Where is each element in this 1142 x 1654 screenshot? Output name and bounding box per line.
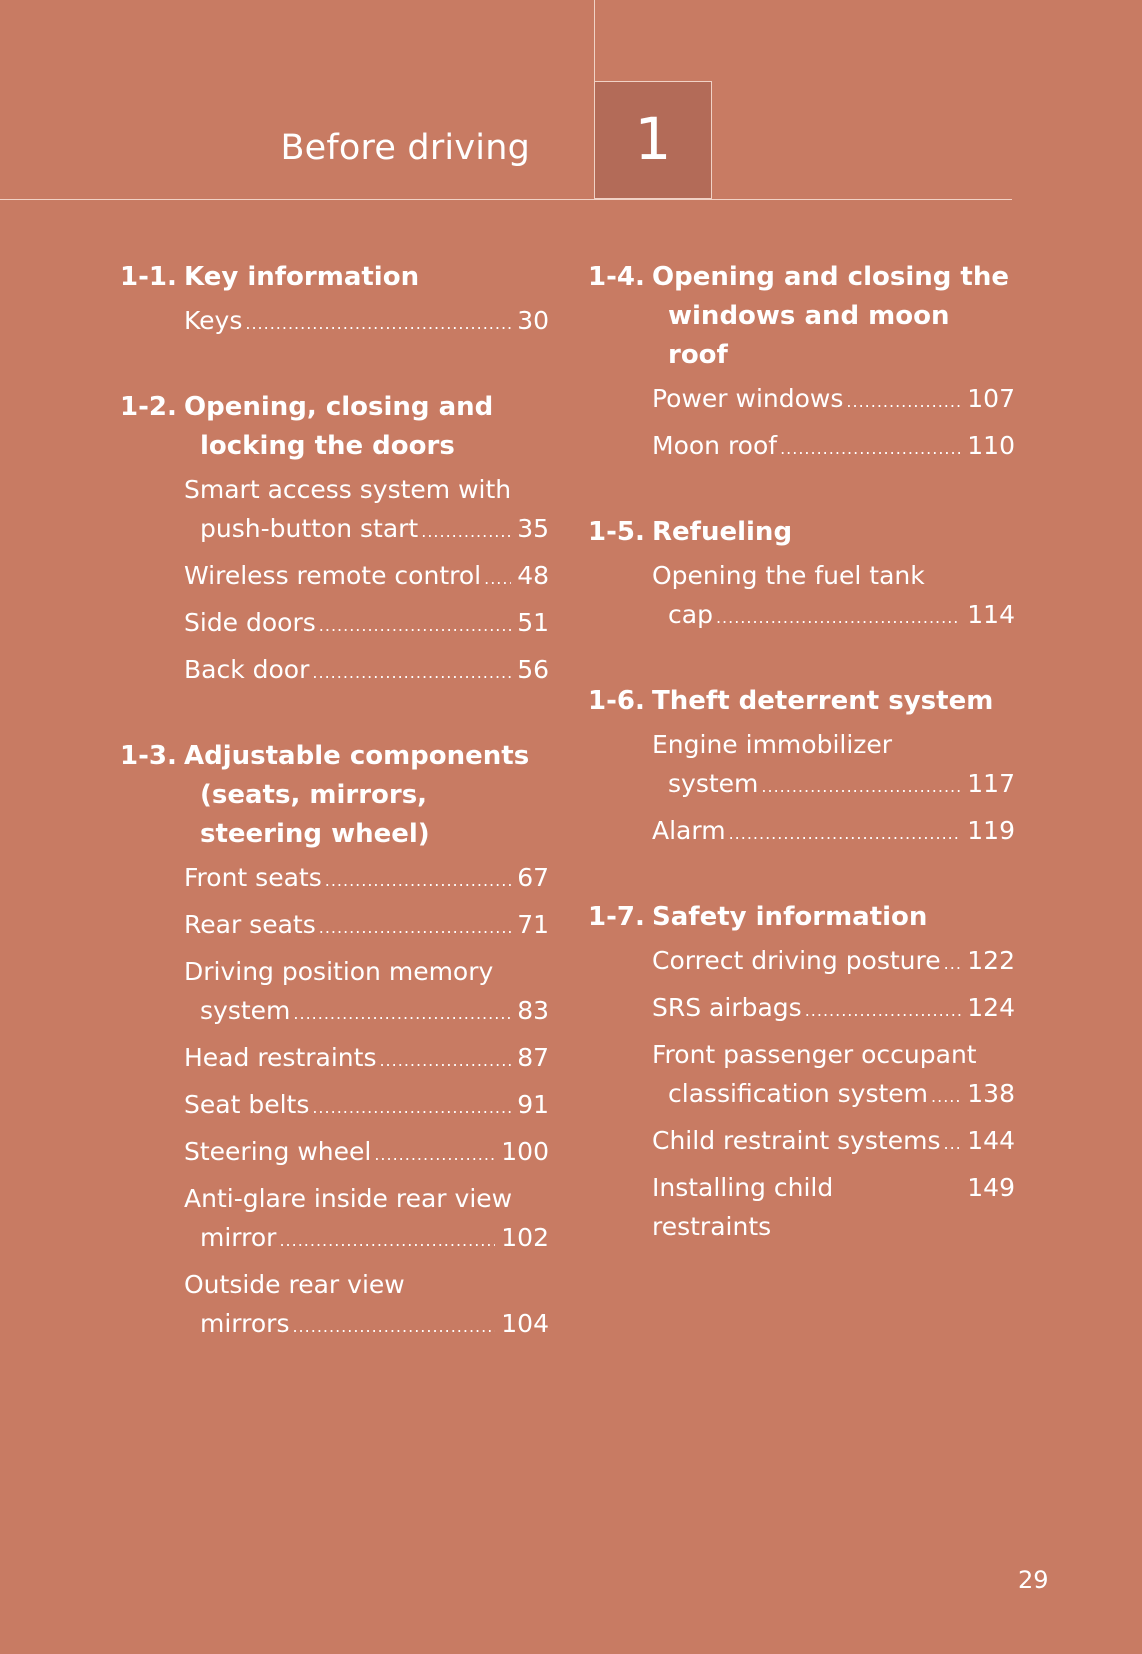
vertical-rule [594,0,595,82]
section-number: 1-7. [588,902,645,932]
chapter-number: 1 [634,105,672,173]
dot-leader [279,1221,495,1260]
dot-leader [805,991,962,1030]
entry-page-number: 83 [517,996,549,1025]
entry-page-number: 110 [967,431,1015,460]
dot-leader [944,944,962,983]
toc-section [120,388,549,692]
entry-page-number: 114 [967,600,1015,629]
section-title: Theft deterrent system [652,686,994,716]
entry-label: Side doors [184,608,316,637]
entry-label: Back door [184,655,310,684]
toc-entry[interactable] [652,1168,1015,1246]
toc-section [588,258,1015,468]
dot-leader [931,1077,961,1116]
dot-leader [780,429,961,468]
dot-leader [716,598,961,637]
toc-entry[interactable] [184,1085,549,1127]
entry-page-number: 51 [517,608,549,637]
dot-leader [729,814,962,853]
section-title: Safety information [652,902,928,932]
entry-label-continued: cap [668,600,713,629]
toc-entry[interactable] [652,941,1015,983]
header-rule [0,199,1012,200]
entry-label: Steering wheel [184,1137,372,1166]
section-number: 1-6. [588,686,645,716]
entry-page-number: 100 [501,1137,549,1166]
dot-leader [846,382,961,421]
toc-section [120,737,549,1346]
toc-entry[interactable] [652,725,1015,806]
entry-label: Wireless remote control [184,561,482,590]
entry-label: Seat belts [184,1090,310,1119]
entry-label: Power windows [652,384,844,413]
entry-label: Front seats [184,863,322,892]
toc-entry[interactable] [184,470,549,551]
entry-label: Child restraint systems [652,1126,941,1155]
entry-page-number: 71 [517,910,549,939]
section-title: Key information [184,262,420,292]
toc-entry[interactable] [184,650,549,692]
entry-label-continued: system [668,769,759,798]
section-heading [588,898,1015,937]
toc-column-left [120,258,549,1391]
entry-page-number: 56 [517,655,549,684]
dot-leader [325,861,511,900]
entry-row [184,991,549,1033]
entry-row [652,1074,1015,1116]
entry-label-continued: system [200,996,291,1025]
entry-page-number: 107 [967,384,1015,413]
entry-label: Engine immobilizer [652,730,893,759]
entry-label: Installing child restraints [652,1173,834,1241]
entry-page-number: 117 [967,769,1015,798]
dot-leader [293,994,511,1033]
entry-row [184,509,549,551]
toc-entry[interactable] [652,811,1015,853]
entry-page-number: 30 [517,306,549,335]
entry-page-number: 124 [967,993,1015,1022]
section-heading [588,258,1015,375]
entry-row [184,1304,549,1346]
toc-entry[interactable] [184,301,549,343]
toc-entry[interactable] [184,1132,549,1174]
toc-section [588,682,1015,853]
section-heading [120,388,549,466]
entry-label: Front passenger occupant [652,1040,977,1069]
chapter-number-tab [594,81,712,199]
entry-row [652,595,1015,637]
entry-page-number: 87 [517,1043,549,1072]
section-number: 1-2. [120,392,177,422]
entry-label: Smart access system with [184,475,512,504]
entry-page-number: 144 [967,1126,1015,1155]
toc-column-right [588,258,1015,1291]
entry-label-continued: classification system [668,1079,929,1108]
page-number: 29 [1018,1566,1049,1594]
toc-entry[interactable] [184,1265,549,1346]
dot-leader [484,559,511,598]
entry-label: Alarm [652,816,726,845]
entry-label: Moon roof [652,431,778,460]
dot-leader [761,767,961,806]
dot-leader [374,1135,495,1174]
toc-entry[interactable] [652,1121,1015,1163]
dot-leader [292,1307,495,1346]
dot-leader [312,653,511,692]
entry-label: Correct driving posture [652,946,941,975]
section-title: Refueling [652,517,793,547]
entry-row [652,764,1015,806]
entry-page-number: 122 [967,946,1015,975]
entry-label: Head restraints [184,1043,377,1072]
toc-entry[interactable] [184,858,549,900]
entry-label-continued: mirrors [200,1309,290,1338]
section-heading [120,258,549,297]
section-number: 1-5. [588,517,645,547]
section-heading [588,513,1015,552]
entry-page-number: 35 [517,514,549,543]
toc-entry[interactable] [184,1038,549,1080]
entry-page-number: 104 [501,1309,549,1338]
section-heading [120,737,549,854]
entry-label: SRS airbags [652,993,802,1022]
entry-label-continued: mirror [200,1223,277,1252]
entry-label: Opening the fuel tank [652,561,925,590]
dot-leader [944,1124,962,1163]
entry-page-number: 119 [967,816,1015,845]
section-title: Opening and closing the windows and moon roof [652,262,1009,370]
entry-page-number: 67 [517,863,549,892]
toc-entry[interactable] [652,556,1015,637]
toc-entry[interactable] [652,426,1015,468]
toc-entry[interactable] [652,379,1015,421]
entry-label: Anti-glare inside rear view [184,1184,513,1213]
section-number: 1-4. [588,262,645,292]
toc-section [120,258,549,343]
toc-entry[interactable] [652,1035,1015,1116]
entry-label-continued: push-button start [200,514,419,543]
entry-page-number: 138 [967,1079,1015,1108]
dot-leader [245,304,511,343]
section-number: 1-1. [120,262,177,292]
dot-leader [312,1088,511,1127]
toc-entry[interactable] [184,952,549,1033]
entry-page-number: 149 [967,1173,1015,1202]
entry-label: Driving position memory [184,957,494,986]
toc-entry[interactable] [184,556,549,598]
dot-leader [319,606,511,645]
dot-leader [421,512,511,551]
entry-page-number: 48 [517,561,549,590]
section-title: Opening, closing and locking the doors [184,392,494,461]
entry-page-number: 102 [501,1223,549,1252]
entry-label: Rear seats [184,910,316,939]
section-heading [588,682,1015,721]
toc-entry[interactable] [652,988,1015,1030]
toc-entry[interactable] [184,905,549,947]
entry-label: Keys [184,306,243,335]
toc-section [588,898,1015,1246]
toc-section [588,513,1015,637]
chapter-title: Before driving [280,128,530,168]
dot-leader [319,908,511,947]
entry-row [184,1218,549,1260]
toc-entry[interactable] [184,1179,549,1260]
section-title: Adjustable components (seats, mirrors, steering wheel) [184,741,530,849]
section-number: 1-3. [120,741,177,771]
entry-label: Outside rear view [184,1270,405,1299]
toc-entry[interactable] [184,603,549,645]
entry-page-number: 91 [517,1090,549,1119]
dot-leader [379,1041,511,1080]
